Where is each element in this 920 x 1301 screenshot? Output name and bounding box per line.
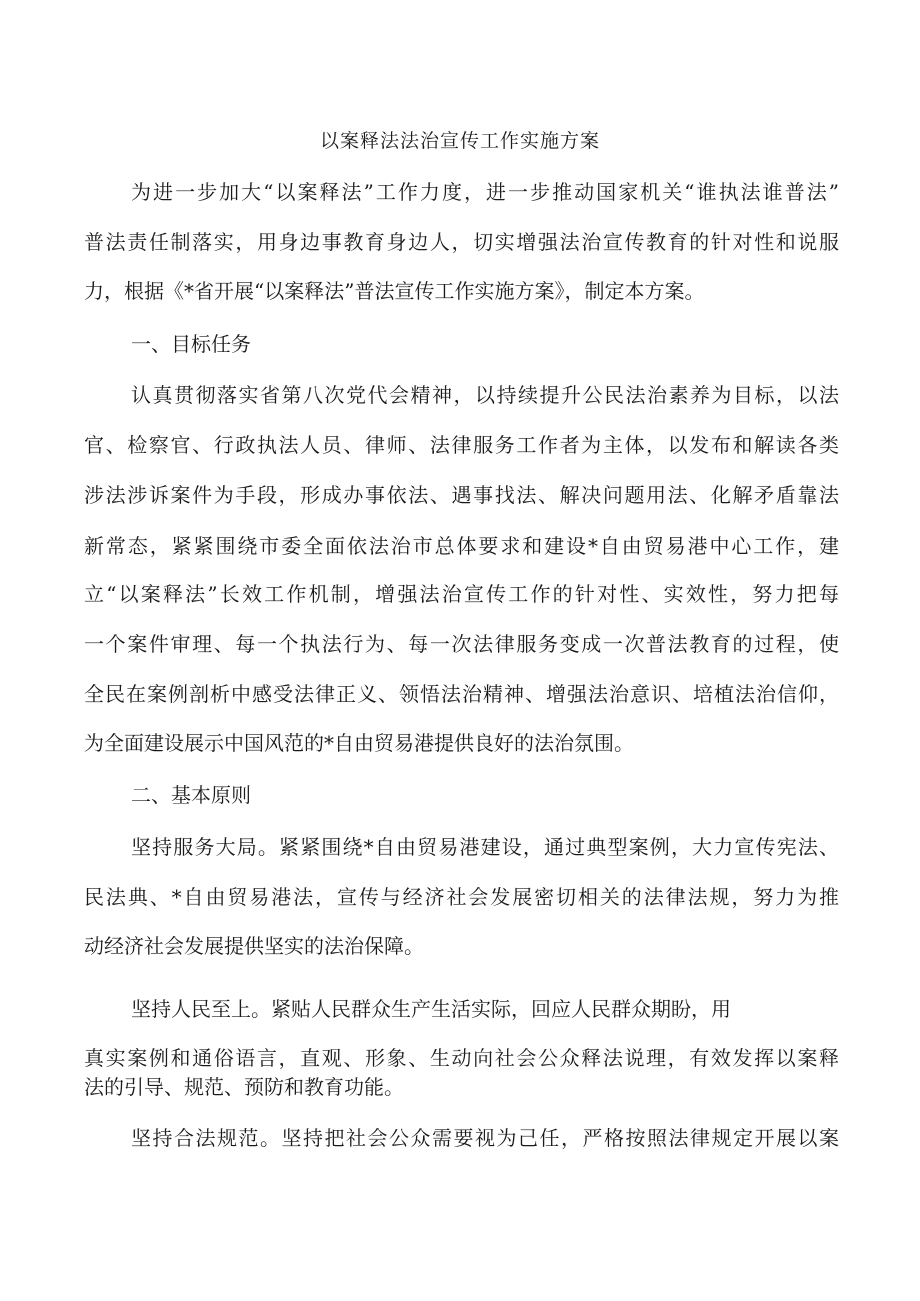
text-line: 普法责任制落实，用身边事教育身边人，切实增强法治宣传教育的针对性和说服 xyxy=(84,230,839,254)
text-line: 为进一步加大“以案释法”工作力度，进一步推动国家机关“谁执法谁普法” xyxy=(131,180,839,204)
document-title: 以案释法法治宣传工作实施方案 xyxy=(319,130,600,152)
text-line: 法的引导、规范、预防和教育功能。 xyxy=(84,1075,404,1099)
text-line: 立“以案释法”长效工作机制，增强法治宣传工作的针对性、实效性，努力把每 xyxy=(84,582,839,606)
text-line: 全民在案例剖析中感受法律正义、领悟法治精神、增强法治意识、培植法治信仰， xyxy=(84,682,839,706)
text-line: 官、检察官、行政执法人员、律师、法律服务工作者为主体，以发布和解读各类 xyxy=(84,433,839,457)
text-line: 民法典、*自由贸易港法，宣传与经济社会发展密切相关的法律法规，努力为推 xyxy=(84,885,839,909)
text-line: 涉法涉诉案件为手段，形成办事依法、遇事找法、解决问题用法、化解矛盾靠法 xyxy=(84,483,839,507)
text-line: 认真贯彻落实省第八次党代会精神，以持续提升公民法治素养为目标，以法 xyxy=(131,383,839,407)
text-line: 真实案例和通俗语言，直观、形象、生动向社会公众释法说理，有效发挥以案释 xyxy=(84,1046,839,1070)
text-line: 为全面建设展示中国风范的*自由贸易港提供良好的法治氛围。 xyxy=(84,731,634,755)
text-line: 坚持合法规范。坚持把社会公众需要视为己任，严格按照法律规定开展以案 xyxy=(131,1126,839,1150)
section-heading-principles: 二、基本原则 xyxy=(131,783,251,807)
text-line: 一个案件审理、每一个执法行为、每一次法律服务变成一次普法教育的过程，使 xyxy=(84,632,839,656)
text-line: 力，根据《*省开展“以案释法”普法宣传工作实施方案》，制定本方案。 xyxy=(84,279,705,303)
text-line: 动经济社会发展提供坚实的法治保障。 xyxy=(84,934,424,958)
text-line: 新常态，紧紧围绕市委全面依法治市总体要求和建设*自由贸易港中心工作，建 xyxy=(84,534,839,558)
text-line: 坚持人民至上。紧贴人民群众生产生活实际，回应人民群众期盼，用 xyxy=(131,997,731,1021)
text-line: 坚持服务大局。紧紧围绕*自由贸易港建设，通过典型案例，大力宣传宪法、 xyxy=(131,835,839,859)
section-heading-goals: 一、目标任务 xyxy=(131,332,251,356)
